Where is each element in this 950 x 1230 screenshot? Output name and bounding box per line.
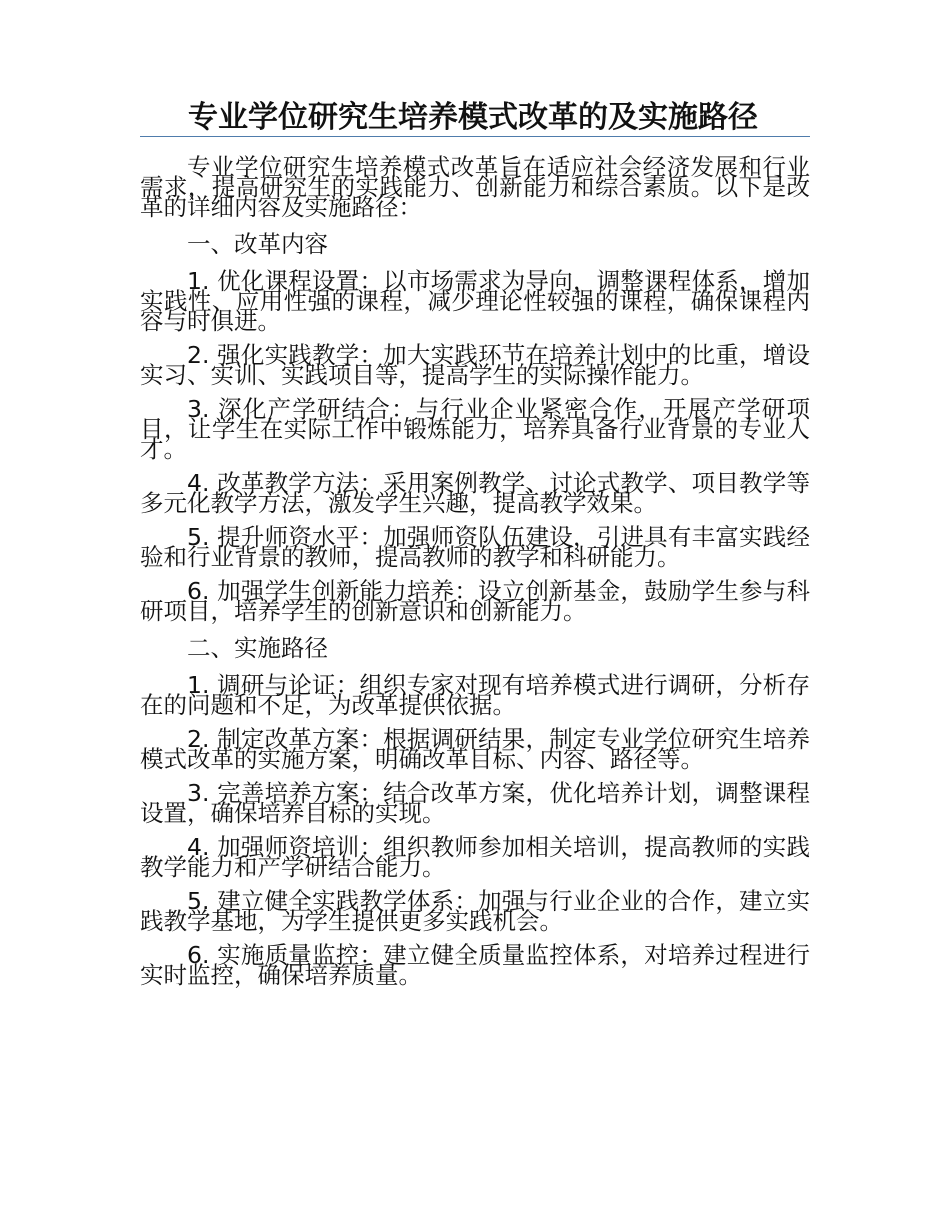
path-item-4: 4. 加强师资培训：组织教师参加相关培训，提高教师的实践教学能力和产学研结合能力。 [140, 833, 810, 881]
reform-item-4: 4. 改革教学方法：采用案例教学、讨论式教学、项目教学等多元化教学方法，激发学生兴趣，提高教学效果。 [140, 469, 810, 517]
section-heading-implementation-path: 二、实施路径 [187, 634, 328, 662]
section-heading-reform-content: 一、改革内容 [187, 230, 328, 258]
reform-item-5: 5. 提升师资水平：加强师资队伍建设，引进具有丰富实践经验和行业背景的教师，提高教师的教学和科研能力。 [140, 523, 810, 571]
document-page [140, 100, 810, 999]
path-item-1: 1. 调研与论证：组织专家对现有培养模式进行调研，分析存在的问题和不足，为改革提供依据。 [140, 671, 810, 719]
reform-item-1: 1. 优化课程设置：以市场需求为导向，调整课程体系，增加实践性、应用性强的课程，减少理论性较强的课程，确保课程内容与时俱进。 [140, 267, 810, 335]
path-item-6: 6. 实施质量监控：建立健全质量监控体系，对培养过程进行实时监控，确保培养质量。 [140, 941, 810, 989]
path-item-3: 3. 完善培养方案：结合改革方案，优化培养计划，调整课程设置，确保培养目标的实现。 [140, 779, 810, 827]
reform-item-3: 3. 深化产学研结合：与行业企业紧密合作，开展产学研项目，让学生在实际工作中锻炼能力，培养具备行业背景的专业人才。 [140, 395, 810, 463]
intro-paragraph: 专业学位研究生培养模式改革旨在适应社会经济发展和行业需求，提高研究生的实践能力、创新能力和综合素质。以下是改革的详细内容及实施路径： [140, 153, 810, 221]
path-item-2: 2. 制定改革方案：根据调研结果，制定专业学位研究生培养模式改革的实施方案，明确改革目标、内容、路径等。 [140, 725, 810, 773]
reform-item-2: 2. 强化实践教学：加大实践环节在培养计划中的比重，增设实习、实训、实践项目等，提高学生的实际操作能力。 [140, 341, 810, 389]
path-item-5: 5. 建立健全实践教学体系：加强与行业企业的合作，建立实践教学基地，为学生提供更多实践机会。 [140, 887, 810, 935]
document-title: 专业学位研究生培养模式改革的及实施路径 [188, 100, 758, 135]
title-underline [140, 136, 810, 137]
reform-item-6: 6. 加强学生创新能力培养：设立创新基金，鼓励学生参与科研项目，培养学生的创新意识和创新能力。 [140, 577, 810, 625]
